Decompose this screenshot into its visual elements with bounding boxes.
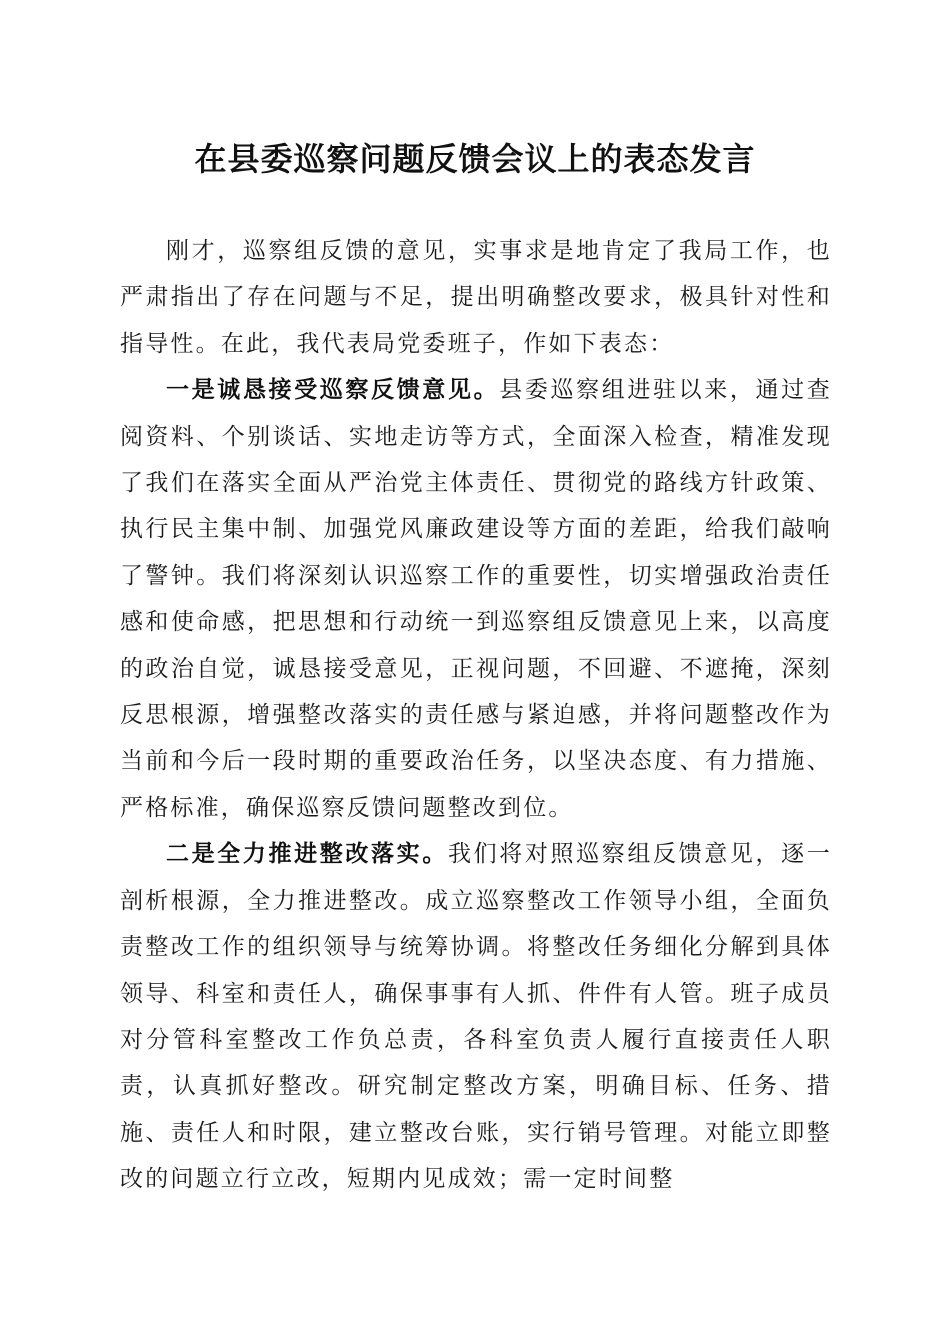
section-1-paragraph (120, 367, 832, 831)
document-body (120, 228, 832, 1203)
section-1-text: 县委巡察组进驻以来，通过查阅资料、个别谈话、实地走访等方式，全面深入检查，精准发现了我们在落实全面从严治党主体责任、贯彻党的路线方针政策、执行民主集中制、加强党风廉政建设等方面的差距，给我们敲响了警钟。我们将深刻认识巡察工作的重要性，切实增强政治责任感和使命感，把思想和行动统一到巡察组反馈意见上来，以高度的政治自觉，诚恳接受意见，正视问题，不回避、不遮掩，深刻反思根源，增强整改落实的责任感与紧迫感，并将问题整改作为当前和今后一段时期的重要政治任务，以坚决态度、有力措施、严格标准，确保巡察反馈问题整改到位。 (120, 377, 832, 821)
intro-paragraph: 刚才，巡察组反馈的意见，实事求是地肯定了我局工作，也严肃指出了存在问题与不足，提出明确整改要求，极具针对性和指导性。在此，我代表局党委班子，作如下表态： (120, 238, 832, 357)
section-2-lead: 二是全力推进整改落实。 (166, 840, 448, 868)
section-2-text: 我们将对照巡察组反馈意见，逐一剖析根源，全力推进整改。成立巡察整改工作领导小组，全面负责整改工作的组织领导与统筹协调。将整改任务细化分解到具体领导、科室和责任人，确保事事有人抓、件件有人管。班子成员对分管科室整改工作负总责，各科室负责人履行直接责任人职责，认真抓好整改。研究制定整改方案，明确目标、任务、措施、责任人和时限，建立整改台账，实行销号管理。对能立即整改的问题立行立改，短期内见成效；需一定时间整 (120, 841, 832, 1193)
section-2-paragraph (120, 831, 832, 1202)
document-title: 在县委巡察问题反馈会议上的表态发言 (194, 140, 756, 178)
section-1-lead: 一是诚恳接受巡察反馈意见。 (166, 376, 500, 404)
